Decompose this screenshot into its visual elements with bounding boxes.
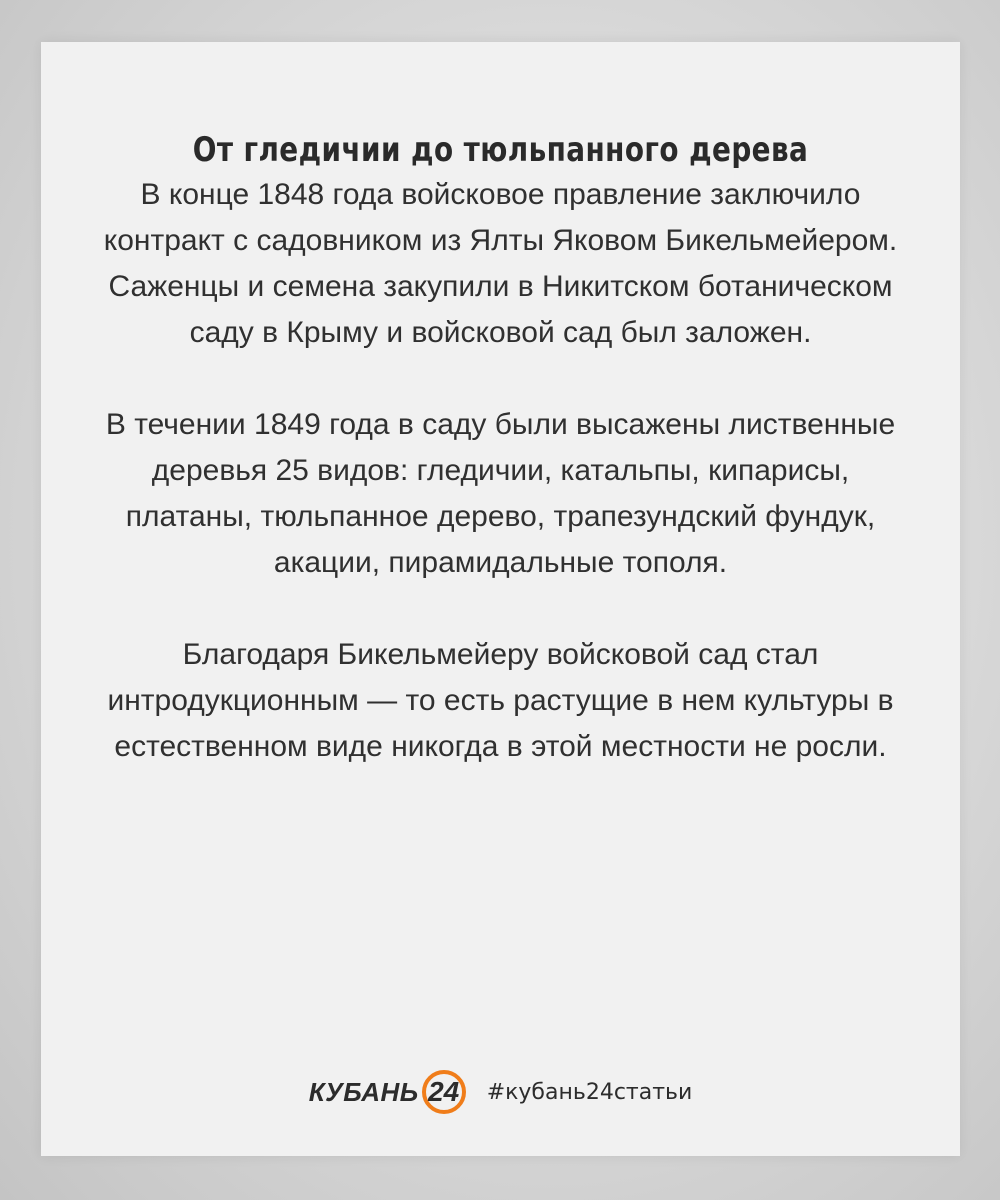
paragraph-2: В течении 1849 года в саду были высажены лиственные деревья 25 видов: гледичии, катальпы, кипарисы, платаны, тюльпанное дерево, трапезундский фундук, акации, пирамидальные тополя. (105, 408, 896, 579)
article-body (41, 172, 960, 770)
paragraph-3: Благодаря Бикельмейеру войсковой сад стал интродукционным — то есть растущие в нем культуры в естественном виде никогда в этой местности не росли. (107, 638, 894, 763)
article-title: От гледичии до тюльпанного дерева (192, 130, 809, 170)
logo-number: 24 (428, 1076, 460, 1107)
article-card (41, 42, 960, 1156)
paragraph-1: В конце 1848 года войсковое правление заключило контракт с садовником из Ялты Яковом Бикельмейером. Саженцы и семена закупили в Никитском ботаническом саду в Крыму и войсковой сад был заложен. (103, 178, 898, 349)
logo-number-badge (421, 1069, 467, 1115)
kuban24-logo (309, 1069, 467, 1115)
footer (41, 1062, 960, 1122)
hashtag: #кубань24статьи (486, 1079, 693, 1105)
logo-word: КУБАНЬ (308, 1076, 419, 1107)
